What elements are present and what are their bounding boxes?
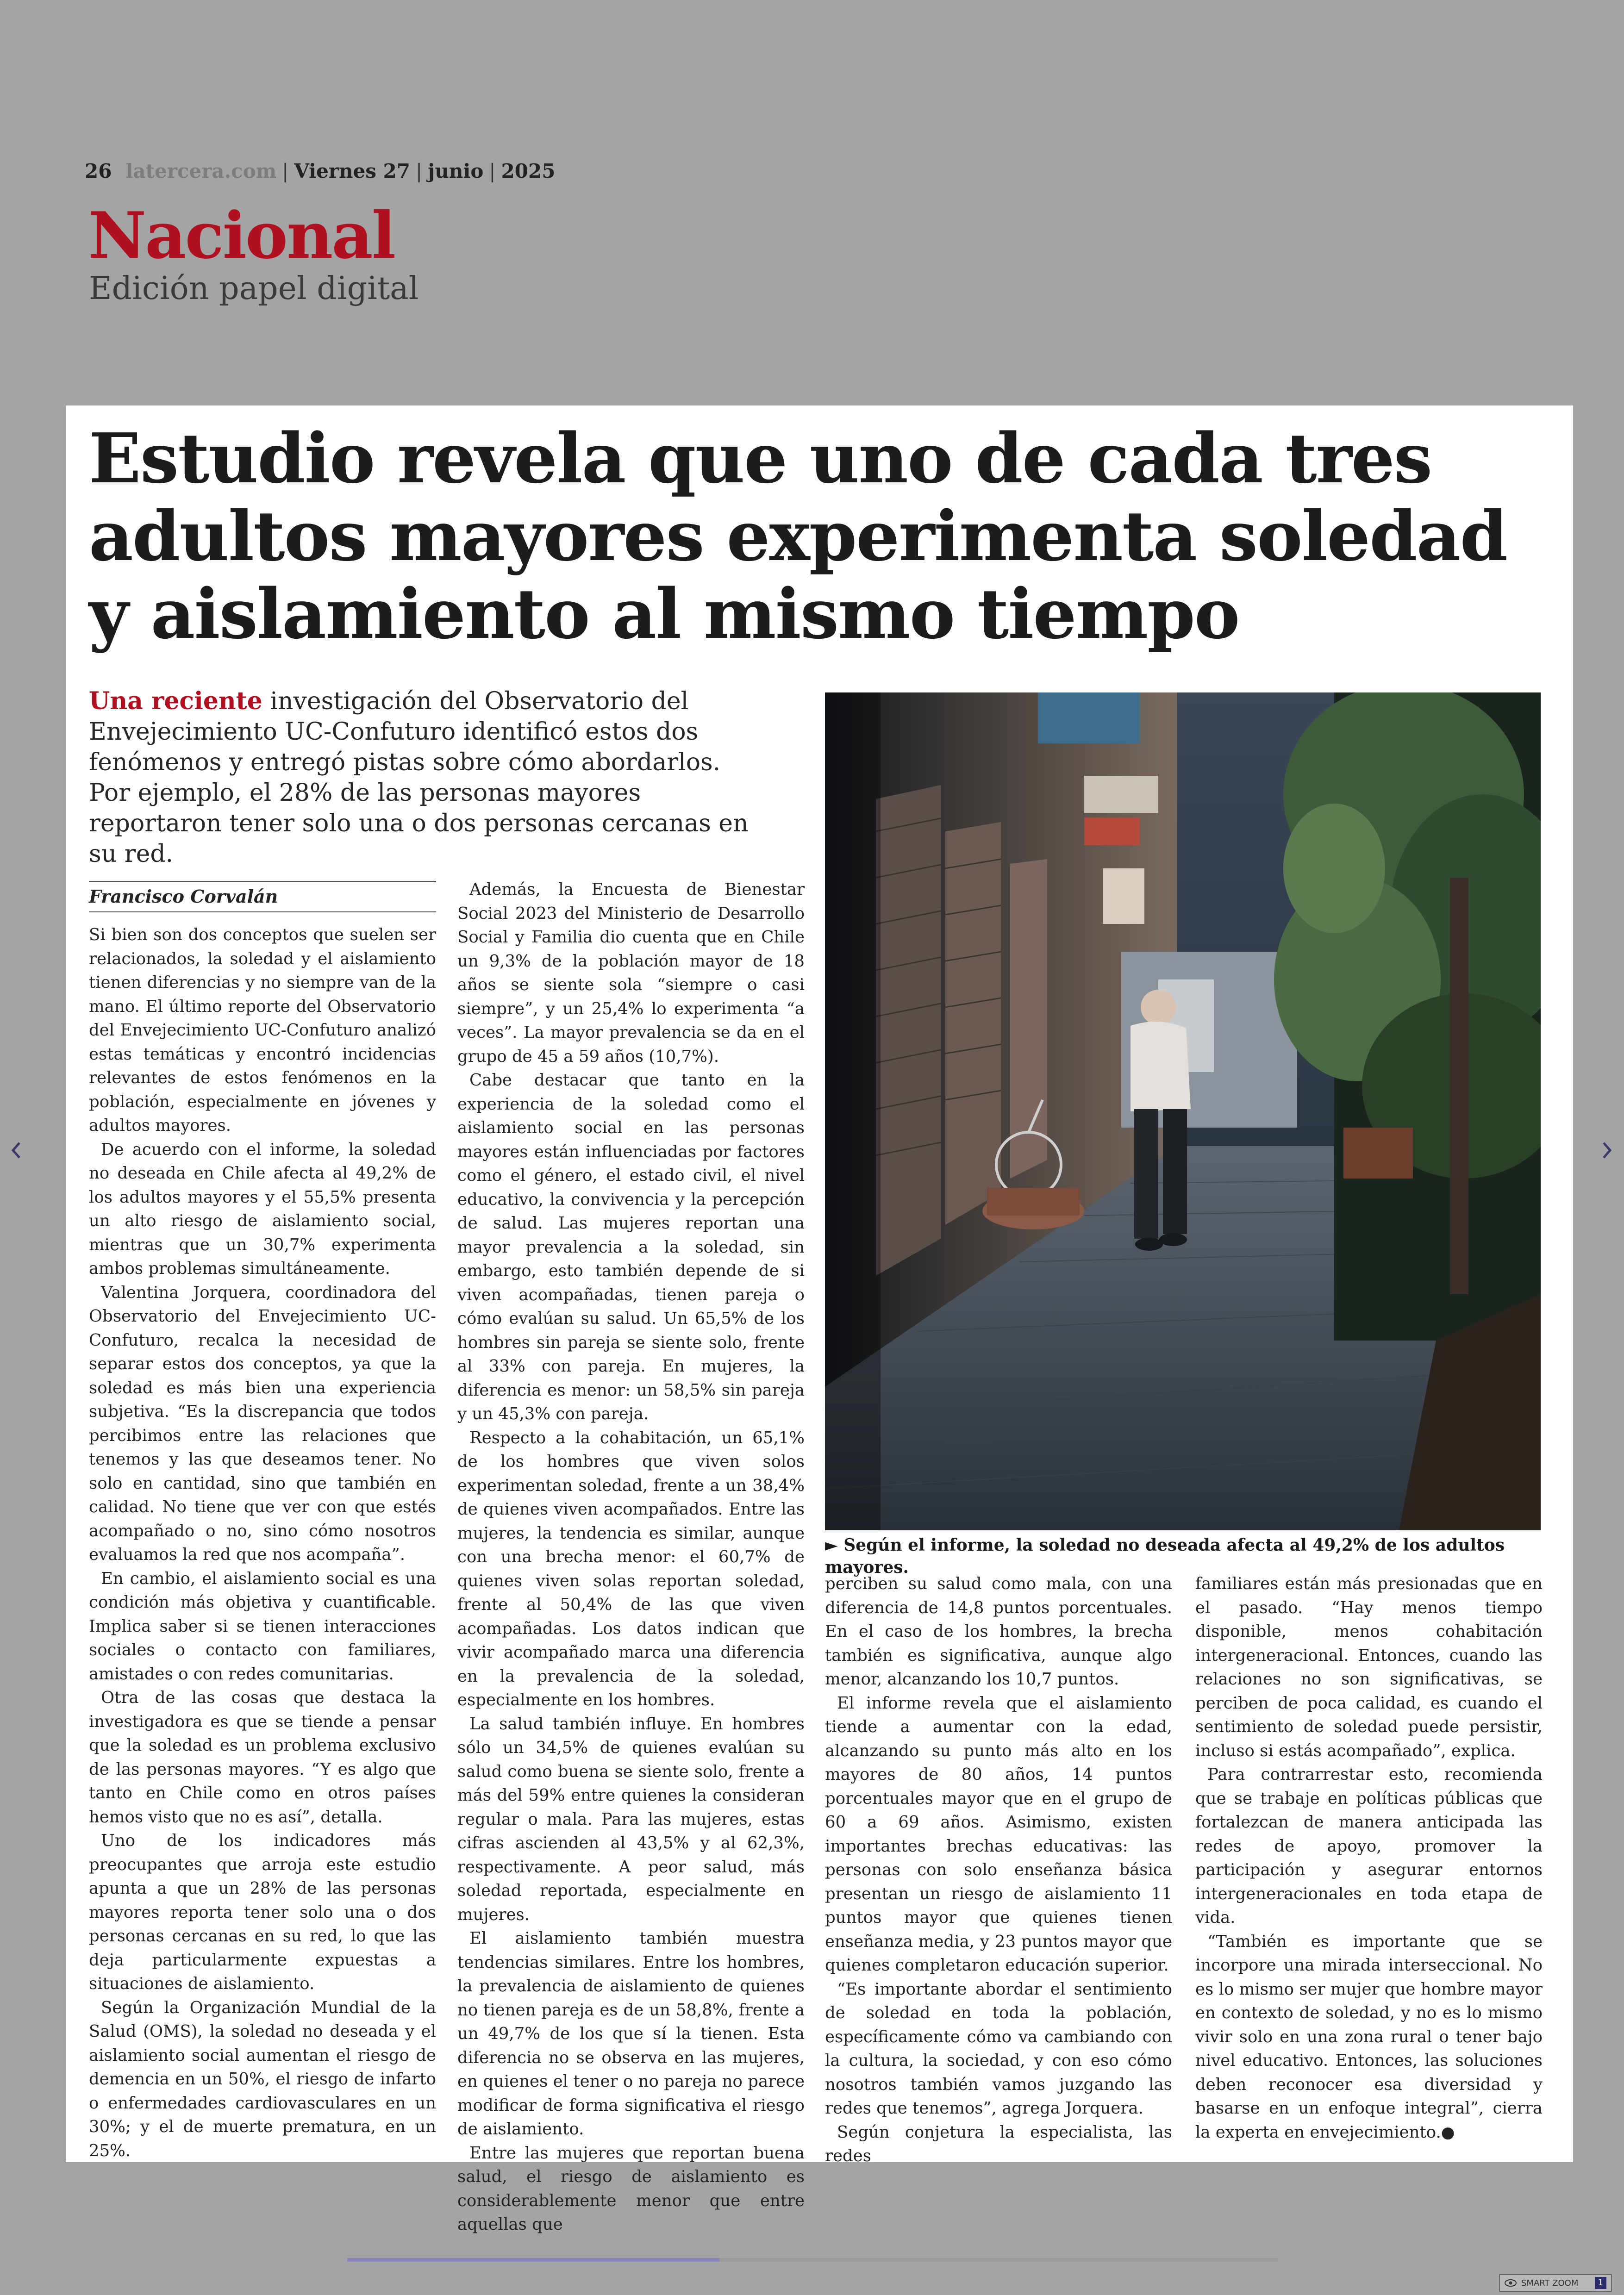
issue-day: Viernes 27 (294, 160, 410, 182)
paragraph: “Es importante abordar el sentimiento de soledad en toda la población, específicamente cómo va cambiando con la cultura, la sociedad, y con eso cómo nosotros también vamos juzgando las redes que tenemos”, agrega Jorquera. (825, 1979, 1172, 2118)
lede-lead-in: Una reciente (89, 687, 262, 715)
smart-zoom-label: SMART ZOOM (1521, 2278, 1579, 2288)
reading-progress-fill (347, 2258, 719, 2262)
paragraph: El informe revela que el aislamiento tiende a aumentar con la edad, alcanzando su punto más alto en los mayores de 80 años, 14 puntos porcentuales mayor que en el grupo de 60 a 69 años. Asimismo, existen importantes brechas educativas: las personas con solo enseñanza básica presentan un riesgo de aislamiento 11 puntos mayor que quienes tienen enseñanza media, y 23 puntos mayor que quienes completaron educación superior. (825, 1693, 1172, 1975)
paragraph: Respecto a la cohabitación, un 65,1% de los hombres que viven solos experimentan soledad, frente a un 38,4% de quienes viven acompañados. Entre las mujeres, la tendencia es similar, aunque con una brecha menor: el 60,7% de quienes viven solas reportan soledad, frente al 50,4% de las que viven acompañadas. Los datos indican que vivir acompañado marca una diferencia en la prevalencia de la soledad, especialmente en los hombres. (457, 1428, 805, 1709)
paragraph: Uno de los indicadores más preocupantes que arroja este estudio apunta a que un 28% de las personas mayores reporta tener solo una o dos personas cercanas en su red, lo que las deja particularmente expuestas a situaciones de aislamiento. (89, 1831, 436, 1993)
headline (89, 419, 1524, 653)
paragraph: Según la Organización Mundial de la Salud (OMS), la soledad no deseada y el aislamiento social aumentan el riesgo de demencia en un 50%, el riesgo de infarto o enfermedades cardiovasculares en un 30%; y el de muerte prematura, en un 25%. (89, 1998, 436, 2160)
headline-line: Estudio revela que uno de cada tres (89, 418, 1432, 499)
paragraph: Para contrarrestar esto, recomienda que se trabaje en políticas públicas que fortalezcan de manera anticipada las redes de apoyo, promover la participación y asegurar entornos intergeneracionales en toda etapa de vida. (1195, 1765, 1543, 1927)
paragraph: Si bien son dos conceptos que suelen ser relacionados, la soledad y el aislamiento tienen diferencias y no siempre van de la mano. El último reporte del Observatorio del Envejecimiento UC-Confuturo analizó estas temáticas y encontró incidencias relevantes de estos fenómenos en la población, especialmente en jóvenes y adultos mayores. (89, 925, 436, 1135)
paragraph: familiares están más presionadas que en el pasado. “Hay menos tiempo disponible, menos cohabitación intergeneracional. Entonces, cuando las relaciones no son significativas, se perciben de poca calidad, es cuando el sentimiento de soledad puede persistir, incluso si estás acompañado”, explica. (1195, 1574, 1543, 1760)
article-photo (825, 692, 1541, 1530)
paragraph: Entre las mujeres que reportan buena salud, el riesgo de aislamiento es considerablemente menor que entre aquellas que (457, 2143, 805, 2234)
edition-label: Edición papel digital (89, 270, 419, 307)
paragraph: De acuerdo con el informe, la soledad no deseada en Chile afecta al 49,2% de los adultos mayores y el 55,5% presenta un alto riesgo de aislamiento social, mientras que un 30,7% experimenta ambos problemas simultáneamente. (89, 1140, 436, 1278)
chevron-left-icon (7, 1136, 26, 1164)
eye-icon (1505, 2279, 1517, 2287)
page-badge: 1 (1595, 2277, 1606, 2289)
issue-year: 2025 (501, 160, 556, 182)
lede-text: investigación del Observatorio del Envejecimiento UC-Confuturo identificó estos dos fenómenos y entregó pistas sobre cómo abordarlos. Por ejemplo, el 28% de las personas mayores reportaron tener solo una o dos personas cercanas en su red. (89, 687, 749, 868)
street-photo-illustration (825, 692, 1541, 1530)
paragraph: El aislamiento también muestra tendencias similares. Entre los hombres, la prevalencia de aislamiento de quienes no tienen pareja es de un 58,8%, frente a un 49,7% de los que sí la tienen. Esta diferencia no se observa en las mujeres, en quienes el tener o no pareja no parece modificar de forma significativa el riesgo de aislamiento. (457, 1929, 805, 2139)
prev-page-button[interactable] (7, 1136, 26, 1164)
paragraph: Según conjetura la especialista, las redes (825, 2122, 1172, 2165)
next-page-button[interactable] (1597, 1136, 1616, 1164)
masthead-line: 26 latercera.com | Viernes 27 | junio | 2025 (85, 160, 556, 182)
end-mark: ● (1441, 2123, 1455, 2142)
paragraph: Valentina Jorquera, coordinadora del Observatorio del Envejecimiento UC-Confuturo, recalca la necesidad de separar estos dos conceptos, ya que la soledad es más bien una experiencia subjetiva. “Es la discrepancia que todos percibimos entre las relaciones que tenemos y las que deseamos tener. No solo en cantidad, sino que también en calidad. No tiene que ver con que estés acompañado o no, sino cómo nosotros evaluamos la red que nos acompaña”. (89, 1283, 436, 1564)
body-column-1 (89, 923, 436, 2163)
section-title: Nacional (88, 198, 395, 273)
smart-zoom-button[interactable] (1499, 2274, 1612, 2292)
page-number: 26 (85, 160, 112, 182)
paragraph: perciben su salud como mala, con una diferencia de 14,8 puntos porcentuales. En el caso de los hombres, la brecha también es significativa, aunque algo menor, alcanzando los 10,7 puntos. (825, 1574, 1172, 1689)
chevron-right-icon (1597, 1136, 1616, 1164)
issue-month: junio (428, 160, 484, 182)
paragraph (1195, 1930, 1543, 2145)
paragraph-text: “También es importante que se incorpore una mirada interseccional. No es lo mismo ser mujer que hombre mayor en contexto de soledad, y no es lo mismo vivir solo en una zona rural o tener bajo nivel educativo. Entonces, las soluciones deben reconocer esa diversidad y basarse en un enfoque integral”, cierra la experta en envejecimiento. (1195, 1932, 1543, 2142)
body-column-4 (1195, 1572, 1543, 2145)
lede (89, 686, 756, 869)
reading-progress-track[interactable] (347, 2258, 1278, 2262)
body-column-3 (825, 1572, 1172, 2168)
headline-line: y aislamiento al mismo tiempo (89, 574, 1239, 654)
byline: Francisco Corvalán (89, 881, 436, 912)
article-sheet (66, 405, 1573, 2234)
photo-caption: ► Según el informe, la soledad no deseada afecta al 49,2% de los adultos mayores. (825, 1535, 1505, 1577)
paragraph: En cambio, el aislamiento social es una condición más objetiva y cuantificable. Implica saber si se tienen interacciones sociales o contacto con familiares, amistades o con redes comunitarias. (89, 1569, 436, 1684)
site-name: latercera.com (125, 160, 277, 182)
headline-line: adultos mayores experimenta soledad (89, 496, 1507, 576)
paragraph: Cabe destacar que tanto en la experiencia de la soledad como el aislamiento social en las personas mayores están influenciadas por factores como el género, el estado civil, el nivel educativo, la convivencia y la percepción de salud. Las mujeres reportan una mayor prevalencia a la soledad, sin embargo, esto también depende de si viven acompañadas, tienen pareja o cómo evalúan su salud. Un 65,5% de los hombres sin pareja se siente solo, frente al 33% con pareja. En mujeres, la diferencia es menor: un 58,5% sin pareja y un 45,3% con pareja. (457, 1071, 805, 1423)
body-column-2 (457, 878, 805, 2237)
paragraph: Además, la Encuesta de Bienestar Social 2023 del Ministerio de Desarrollo Social y Familia dio cuenta que en Chile un 9,3% de la población mayor de 18 años se siente sola “siempre o casi siempre”, y un 25,4% lo experimenta “a veces”. La mayor prevalencia se da en el grupo de 45 a 59 años (10,7%). (457, 880, 805, 1066)
paragraph: Otra de las cosas que destaca la investigadora es que se tiende a pensar que la soledad es un problema exclusivo de las personas mayores. “Y es algo que tanto en Chile como en otros países hemos visto que no es así”, detalla. (89, 1688, 436, 1827)
paragraph: La salud también influye. En hombres sólo un 34,5% de quienes evalúan su salud como buena se siente solo, frente a más del 59% entre quienes la consideran regular o mala. Para las mujeres, estas cifras ascienden al 43,5% y al 62,3%, respectivamente. A peor salud, más soledad reportada, especialmente en mujeres. (457, 1714, 805, 1924)
